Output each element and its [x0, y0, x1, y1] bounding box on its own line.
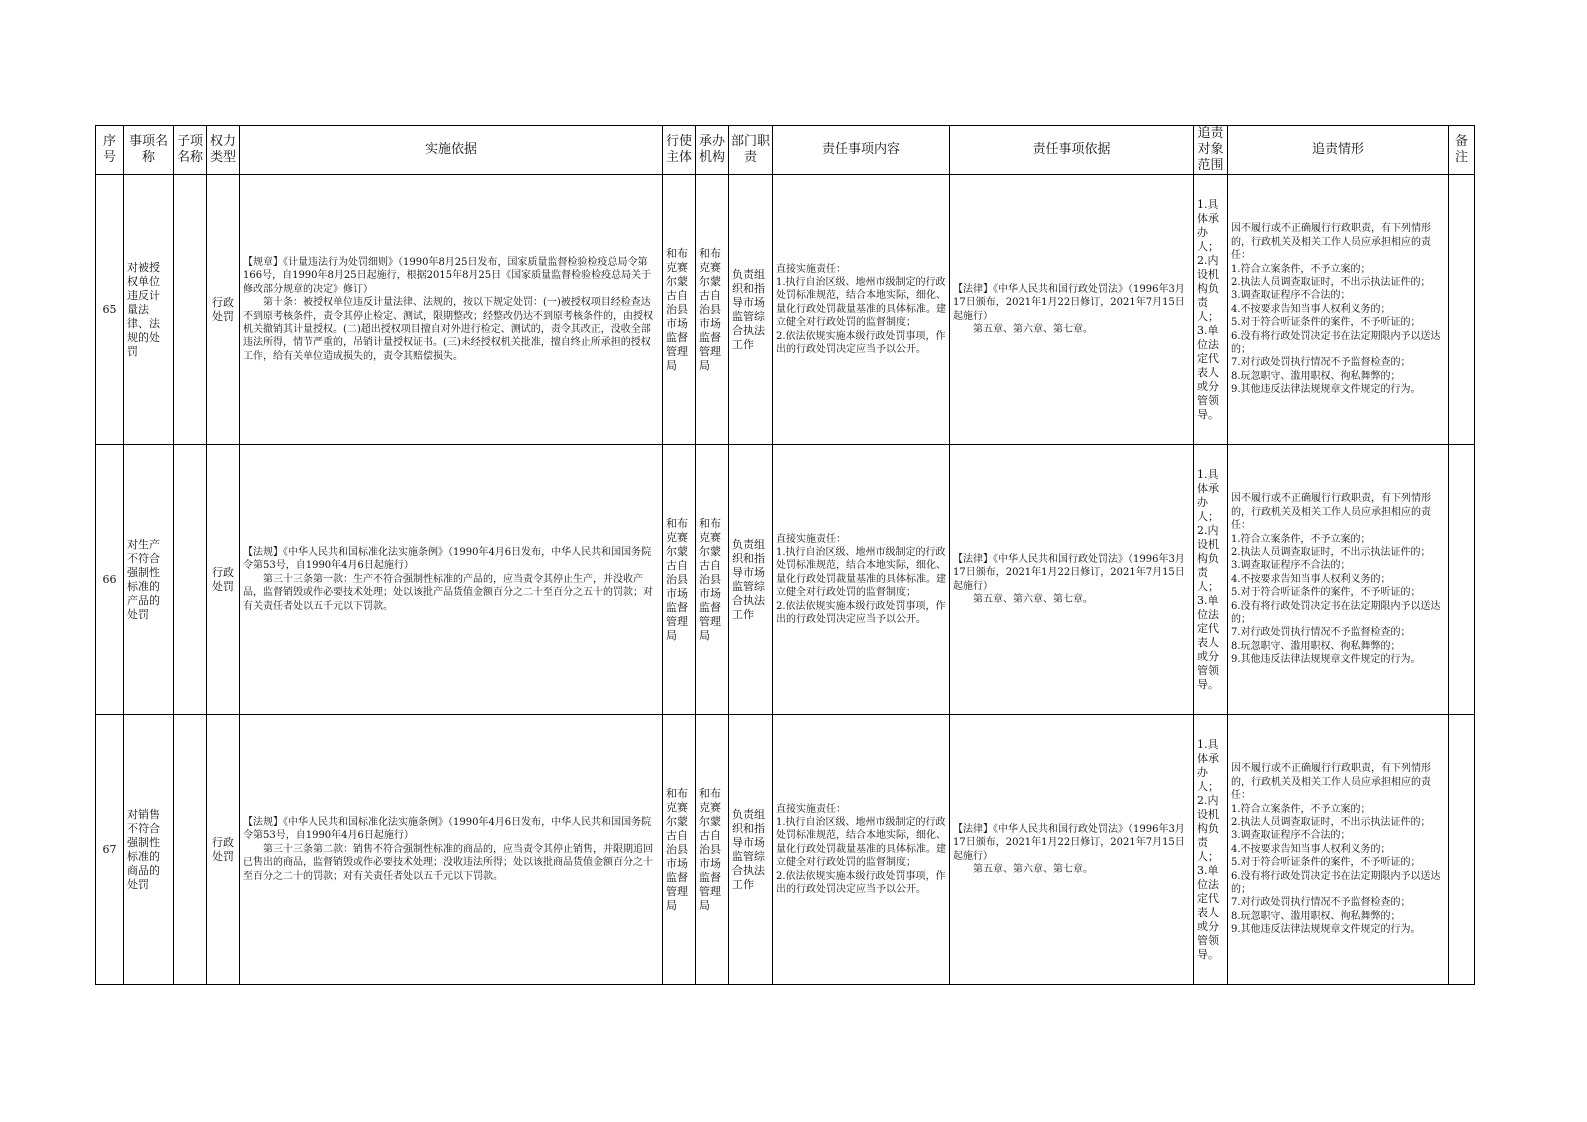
row-resp-content: 直接实施责任： 1.执行自治区级、地州市级制定的行政处罚标准规范，结合本地实际，细化、量化行政处罚裁量基准的具体标准。建立健全对行政处罚的监督制度； 2.依法依规实施本级行政处罚事项，作出的行政处罚决定应当予以公开。 [773, 445, 950, 715]
basis-body: 第三十三条第一款：生产不符合强制性标准的产品的，应当责令其停止生产，并没收产品，监督销毁或作必要技术处理；处以该批产品货值金额百分之二十至百分之五十的罚款；对有关责任者处以五千元以下罚款。 [243, 573, 653, 612]
row-remark [1449, 175, 1475, 445]
row-organ: 和布克赛尔蒙古自治县市场监督管理局 [696, 175, 729, 445]
row-basis [240, 445, 663, 715]
row-duty: 负责组织和指导市场监管综合执法工作 [729, 175, 773, 445]
header-acc-case: 追责情形 [1228, 126, 1449, 175]
row-subject: 和布克赛尔蒙古自治县市场监督管理局 [663, 715, 696, 985]
responsibility-table [95, 125, 1475, 985]
row-acc-case: 因不履行或不正确履行行政职责，有下列情形的，行政机关及相关工作人员应承担相应的责任： 1.符合立案条件，不予立案的； 2.执法人员调查取证时，不出示执法证件的； 3.调查取证程序不合法的； 4.不按要求告知当事人权利义务的； 5.对于符合听证条件的案件，不予听证的； 6.没有将行政处罚决定书在法定期限内予以送达的； 7.对行政处罚执行情况不予监督检查的； 8.玩忽职守、滥用职权、徇私舞弊的； 9.其他违反法律法规规章文件规定的行为。 [1228, 445, 1449, 715]
row-acc-scope: 1.具体承办人； 2.内设机构负责人； 3.单位法定代表人或分管领导。 [1194, 445, 1228, 715]
header-resp-content: 责任事项内容 [773, 126, 950, 175]
resp-basis-body: 第五章、第六章、第七章。 [973, 323, 1093, 335]
row-basis [240, 175, 663, 445]
basis-body: 第三十三条第二款：销售不符合强制性标准的商品的，应当责令其停止销售，并限期追回已售出的商品，监督销毁或作必要技术处理；没收违法所得；处以该批商品货值金额百分之十至百分之二十的罚款；对有关责任者处以五千元以下罚款。 [243, 843, 653, 882]
basis-body: 第十条：被授权单位违反计量法律、法规的，按以下规定处罚：(一)被授权项目经检查达不到原考核条件，责令其停止检定、测试，限期整改；经整改仍达不到原考核条件的，由授权机关撤销其计量授权。(二)超出授权项目擅自对外进行检定、测试的，责令其改正，没收全部违法所得，情节严重的，吊销计量授权证书。(三)未经授权机关批准，擅自终止所承担的授权工作，给有关单位造成损失的，责令其赔偿损失。 [243, 297, 653, 362]
row-acc-case: 因不履行或不正确履行行政职责，有下列情形的，行政机关及相关工作人员应承担相应的责任： 1.符合立案条件，不予立案的； 2.执法人员调查取证时，不出示执法证件的； 3.调查取证程序不合法的； 4.不按要求告知当事人权利义务的； 5.对于符合听证条件的案件，不予听证的； 6.没有将行政处罚决定书在法定期限内予以送达的； 7.对行政处罚执行情况不予监督检查的； 8.玩忽职守、滥用职权、徇私舞弊的； 9.其他违反法律法规规章文件规定的行为。 [1228, 175, 1449, 445]
header-acc-scope: 追责对象范围 [1194, 126, 1228, 175]
header-subject: 行使主体 [663, 126, 696, 175]
row-seq: 67 [96, 715, 124, 985]
row-resp-content: 直接实施责任： 1.执行自治区级、地州市级制定的行政处罚标准规范，结合本地实际，细化、量化行政处罚裁量基准的具体标准。建立健全对行政处罚的监督制度； 2.依法依规实施本级行政处罚事项，作出的行政处罚决定应当予以公开。 [773, 715, 950, 985]
resp-basis-body: 第五章、第六章、第七章。 [973, 593, 1093, 605]
table-row [96, 445, 1475, 715]
basis-head: 【法规】《中华人民共和国标准化法实施条例》（1990年4月6日发布，中华人民共和国国务院令第53号，自1990年4月6日起施行） [243, 546, 652, 572]
row-power-type: 行政处罚 [207, 175, 240, 445]
header-organ: 承办机构 [696, 126, 729, 175]
row-resp-basis [950, 715, 1194, 985]
table-row [96, 175, 1475, 445]
header-power-type: 权力类型 [207, 126, 240, 175]
row-subject: 和布克赛尔蒙古自治县市场监督管理局 [663, 445, 696, 715]
row-item-name: 对生产不符合强制性标准的产品的处罚 [124, 445, 174, 715]
header-remark: 备注 [1449, 126, 1475, 175]
row-item-name: 对销售不符合强制性标准的商品的处罚 [124, 715, 174, 985]
row-remark [1449, 445, 1475, 715]
row-duty: 负责组织和指导市场监管综合执法工作 [729, 445, 773, 715]
row-seq: 65 [96, 175, 124, 445]
header-resp-basis: 责任事项依据 [950, 126, 1194, 175]
basis-head: 【规章】《计量违法行为处罚细则》（1990年8月25日发布，国家质量监督检验检疫总局令第166号，自1990年8月25日起施行，根据2015年8月25日《国家质量监督检验检疫总局关于修改部分规章的决定》修订） [243, 256, 652, 295]
row-acc-case: 因不履行或不正确履行行政职责，有下列情形的，行政机关及相关工作人员应承担相应的责任： 1.符合立案条件，不予立案的； 2.执法人员调查取证时，不出示执法证件的； 3.调查取证程序不合法的； 4.不按要求告知当事人权利义务的； 5.对于符合听证条件的案件，不予听证的； 6.没有将行政处罚决定书在法定期限内予以送达的； 7.对行政处罚执行情况不予监督检查的； 8.玩忽职守、滥用职权、徇私舞弊的； 9.其他违反法律法规规章文件规定的行为。 [1228, 715, 1449, 985]
row-organ: 和布克赛尔蒙古自治县市场监督管理局 [696, 445, 729, 715]
row-power-type: 行政处罚 [207, 445, 240, 715]
row-acc-scope: 1.具体承办人； 2.内设机构负责人； 3.单位法定代表人或分管领导。 [1194, 715, 1228, 985]
row-duty: 负责组织和指导市场监管综合执法工作 [729, 715, 773, 985]
table-header [96, 126, 1475, 175]
resp-basis-head: 【法律】《中华人民共和国行政处罚法》（1996年3月17日颁布，2021年1月22日修订，2021年7月15日起施行） [953, 283, 1185, 322]
row-item-name: 对被授权单位违反计量法律、法规的处罚 [124, 175, 174, 445]
header-duty: 部门职责 [729, 126, 773, 175]
header-basis: 实施依据 [240, 126, 663, 175]
resp-basis-head: 【法律】《中华人民共和国行政处罚法》（1996年3月17日颁布，2021年1月22日修订，2021年7月15日起施行） [953, 553, 1185, 592]
row-resp-content: 直接实施责任： 1.执行自治区级、地州市级制定的行政处罚标准规范，结合本地实际，细化、量化行政处罚裁量基准的具体标准。建立健全对行政处罚的监督制度； 2.依法依规实施本级行政处罚事项，作出的行政处罚决定应当予以公开。 [773, 175, 950, 445]
header-seq: 序号 [96, 126, 124, 175]
row-sub-name [174, 715, 207, 985]
row-basis [240, 715, 663, 985]
row-sub-name [174, 445, 207, 715]
row-acc-scope: 1.具体承办人； 2.内设机构负责人； 3.单位法定代表人或分管领导。 [1194, 175, 1228, 445]
table-row [96, 715, 1475, 985]
header-item-name: 事项名称 [124, 126, 174, 175]
row-resp-basis [950, 175, 1194, 445]
row-organ: 和布克赛尔蒙古自治县市场监督管理局 [696, 715, 729, 985]
row-subject: 和布克赛尔蒙古自治县市场监督管理局 [663, 175, 696, 445]
header-sub-name: 子项名称 [174, 126, 207, 175]
row-sub-name [174, 175, 207, 445]
row-seq: 66 [96, 445, 124, 715]
row-resp-basis [950, 445, 1194, 715]
row-power-type: 行政处罚 [207, 715, 240, 985]
row-remark [1449, 715, 1475, 985]
resp-basis-body: 第五章、第六章、第七章。 [973, 863, 1093, 875]
basis-head: 【法规】《中华人民共和国标准化法实施条例》（1990年4月6日发布，中华人民共和国国务院令第53号，自1990年4月6日起施行） [243, 816, 652, 842]
resp-basis-head: 【法律】《中华人民共和国行政处罚法》（1996年3月17日颁布，2021年1月22日修订，2021年7月15日起施行） [953, 823, 1185, 862]
